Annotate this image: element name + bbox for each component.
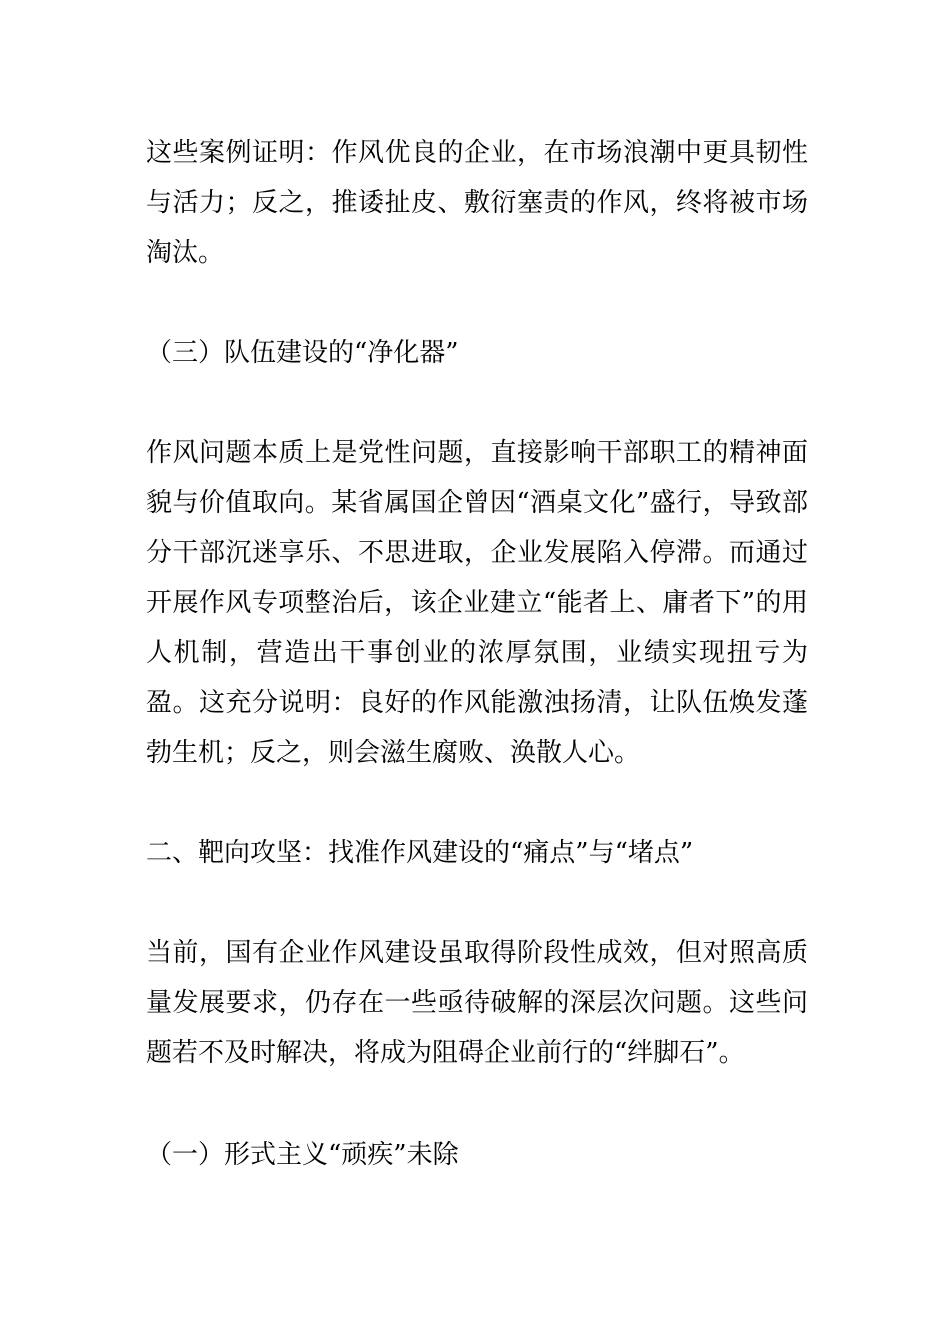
spacer	[146, 1078, 808, 1130]
section-heading-formalism: （一）形式主义“顽疾”未除	[146, 1140, 459, 1170]
paragraph-current-problems: 当前，国有企业作风建设虽取得阶段性成效，但对照高质量发展要求，仍存在一些亟待破解的深层次问题。这些问题若不及时解决，将成为阻碍企业前行的“绊脚石”。	[146, 938, 808, 1068]
chapter-heading-targeted-tackling: 二、靶向攻坚：找准作风建设的“痛点”与“堵点”	[146, 838, 694, 868]
spacer	[146, 878, 808, 928]
paragraph-case-conclusion: 这些案例证明：作风优良的企业，在市场浪潮中更具韧性与活力；反之，推诿扯皮、敷衍塞责的作风，终将被市场淘汰。	[146, 138, 808, 268]
section-heading-team-building: （三）队伍建设的“净化器”	[146, 338, 459, 368]
spacer	[146, 278, 808, 328]
document-body	[146, 128, 808, 1180]
spacer	[146, 378, 808, 428]
spacer	[146, 778, 808, 828]
paragraph-work-style-essence: 作风问题本质上是党性问题，直接影响干部职工的精神面貌与价值取向。某省属国企曾因“酒桌文化”盛行，导致部分干部沉迷享乐、不思进取，企业发展陷入停滞。而通过开展作风专项整治后，该企业建立“能者上、庸者下”的用人机制，营造出干事创业的浓厚氛围，业绩实现扭亏为盈。这充分说明：良好的作风能激浊扬清，让队伍焕发蓬勃生机；反之，则会滋生腐败、涣散人心。	[146, 438, 808, 768]
